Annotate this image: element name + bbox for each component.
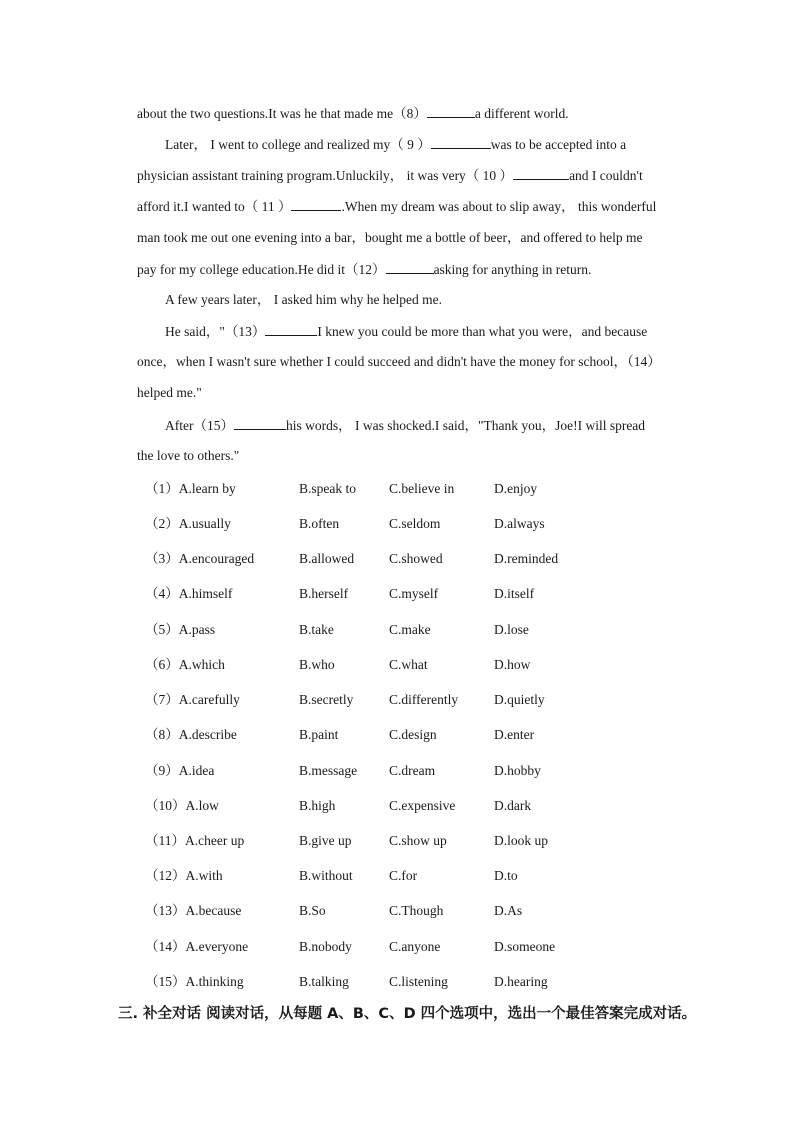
option-a: （15）A.thinking (145, 974, 244, 989)
option-c: C.seldom (389, 516, 441, 531)
passage-line (137, 103, 675, 124)
passage-text: I knew you could be more than what you were，and because (317, 324, 648, 339)
passage-text: helped me." (137, 385, 202, 400)
option-a: （4）A.himself (145, 586, 233, 601)
option-row (145, 584, 685, 604)
option-b: B.paint (299, 727, 339, 742)
passage-text: After（15） (165, 418, 234, 433)
passage-text: once，when I wasn't sure whether I could succeed and didn't have the money for school，（14） (137, 354, 661, 369)
option-b: B.secretly (299, 692, 354, 707)
option-b: B.give up (299, 833, 352, 848)
option-d: D.As (494, 903, 523, 918)
option-a: （13）A.because (145, 903, 242, 918)
option-c: C.expensive (389, 798, 456, 813)
option-d: D.hobby (494, 763, 541, 778)
passage-text: He said，"（13） (165, 324, 266, 339)
answer-blank-12 (386, 259, 434, 274)
option-b: B.who (299, 657, 335, 672)
option-c: C.dream (389, 763, 436, 778)
option-c: C.what (389, 657, 428, 672)
passage-line (137, 352, 675, 372)
option-b: B.message (299, 763, 358, 778)
passage-text: and I couldn't (569, 168, 643, 183)
answer-blank-10 (513, 165, 569, 180)
passage-text: Later， I went to college and realized my（ 9 ） (165, 137, 431, 152)
option-row (145, 549, 685, 569)
option-row (145, 796, 685, 816)
option-b: B.nobody (299, 939, 352, 954)
option-row (145, 620, 685, 640)
option-a: （6）A.which (145, 657, 225, 672)
option-b: B.herself (299, 586, 349, 601)
passage-text: his words， I was shocked.I said，"Thank you，Joe!I will spread (285, 418, 646, 433)
option-d: D.enter (494, 727, 535, 742)
passage-line (137, 259, 675, 280)
option-b: B.speak to (299, 481, 356, 496)
passage-text: man took me out one evening into a bar，bought me a bottle of beer，and offered to help me (137, 230, 643, 245)
passage-text: A few years later， I asked him why he helped me. (165, 292, 443, 307)
passage-text: afford it.I wanted to（ 11 ） (137, 199, 292, 214)
option-b: B.talking (299, 974, 349, 989)
option-c: C.believe in (389, 481, 455, 496)
passage-text: about the two questions.It was he that made me（8） (137, 106, 427, 121)
option-d: D.reminded (494, 551, 559, 566)
option-a: （1）A.learn by (145, 481, 236, 496)
passage-line (137, 228, 675, 248)
passage-line (165, 415, 675, 436)
passage-text: physician assistant training program.Unluckily， it was very（ 10 ） (137, 168, 514, 183)
section-heading: 三. 补全对话 阅读对话，从每题 A、B、C、D 四个选项中，选出一个最佳答案完成对话。 (118, 1006, 697, 1022)
option-c: C.for (389, 868, 418, 883)
passage-line (137, 165, 675, 186)
option-b: B.take (299, 622, 334, 637)
option-c: C.make (389, 622, 431, 637)
passage-line (165, 134, 675, 155)
option-a: （14）A.everyone (145, 939, 249, 954)
answer-blank-13 (265, 321, 317, 336)
option-d: D.hearing (494, 974, 548, 989)
answer-blank-11 (291, 196, 341, 211)
option-row (145, 972, 685, 992)
option-c: C.listening (389, 974, 448, 989)
passage-text: asking for anything in return. (433, 262, 592, 277)
option-row (145, 725, 685, 745)
option-d: D.quietly (494, 692, 545, 707)
answer-blank-9 (431, 134, 491, 149)
option-b: B.without (299, 868, 353, 883)
option-row (145, 690, 685, 710)
passage-line (165, 290, 675, 310)
option-row (145, 514, 685, 534)
option-d: D.lose (494, 622, 529, 637)
option-c: C.Though (389, 903, 444, 918)
option-a: （10）A.low (145, 798, 219, 813)
option-b: B.So (299, 903, 326, 918)
option-row (145, 901, 685, 921)
option-row (145, 761, 685, 781)
option-a: （9）A.idea (145, 763, 215, 778)
option-a: （11）A.cheer up (145, 833, 245, 848)
passage-line (165, 321, 675, 342)
answer-blank-8 (427, 103, 475, 118)
option-d: D.dark (494, 798, 532, 813)
option-b: B.high (299, 798, 336, 813)
option-d: D.someone (494, 939, 556, 954)
option-c: C.showed (389, 551, 443, 566)
option-d: D.enjoy (494, 481, 538, 496)
passage-text: .When my dream was about to slip away， this wonderful (341, 199, 657, 214)
option-a: （8）A.describe (145, 727, 237, 742)
passage-text: pay for my college education.He did it（12） (137, 262, 386, 277)
option-d: D.itself (494, 586, 535, 601)
option-row (145, 655, 685, 675)
option-d: D.always (494, 516, 545, 531)
option-b: B.often (299, 516, 340, 531)
option-c: C.differently (389, 692, 459, 707)
passage-line (137, 383, 675, 403)
option-row (145, 831, 685, 851)
option-d: D.how (494, 657, 531, 672)
option-c: C.anyone (389, 939, 441, 954)
passage-text: was to be accepted into a (490, 137, 627, 152)
option-a: （12）A.with (145, 868, 223, 883)
passage-text: a different world. (474, 106, 569, 121)
option-a: （7）A.carefully (145, 692, 240, 707)
option-a: （2）A.usually (145, 516, 231, 531)
option-c: C.myself (389, 586, 439, 601)
option-row (145, 866, 685, 886)
option-c: C.design (389, 727, 437, 742)
answer-blank-15 (234, 415, 286, 430)
option-d: D.look up (494, 833, 548, 848)
option-c: C.show up (389, 833, 447, 848)
passage-text: the love to others." (137, 448, 240, 463)
option-d: D.to (494, 868, 518, 883)
option-b: B.allowed (299, 551, 355, 566)
passage-line (137, 446, 675, 466)
option-row (145, 937, 685, 957)
option-a: （5）A.pass (145, 622, 216, 637)
option-a: （3）A.encouraged (145, 551, 255, 566)
option-row (145, 479, 685, 499)
passage-line (137, 196, 675, 217)
